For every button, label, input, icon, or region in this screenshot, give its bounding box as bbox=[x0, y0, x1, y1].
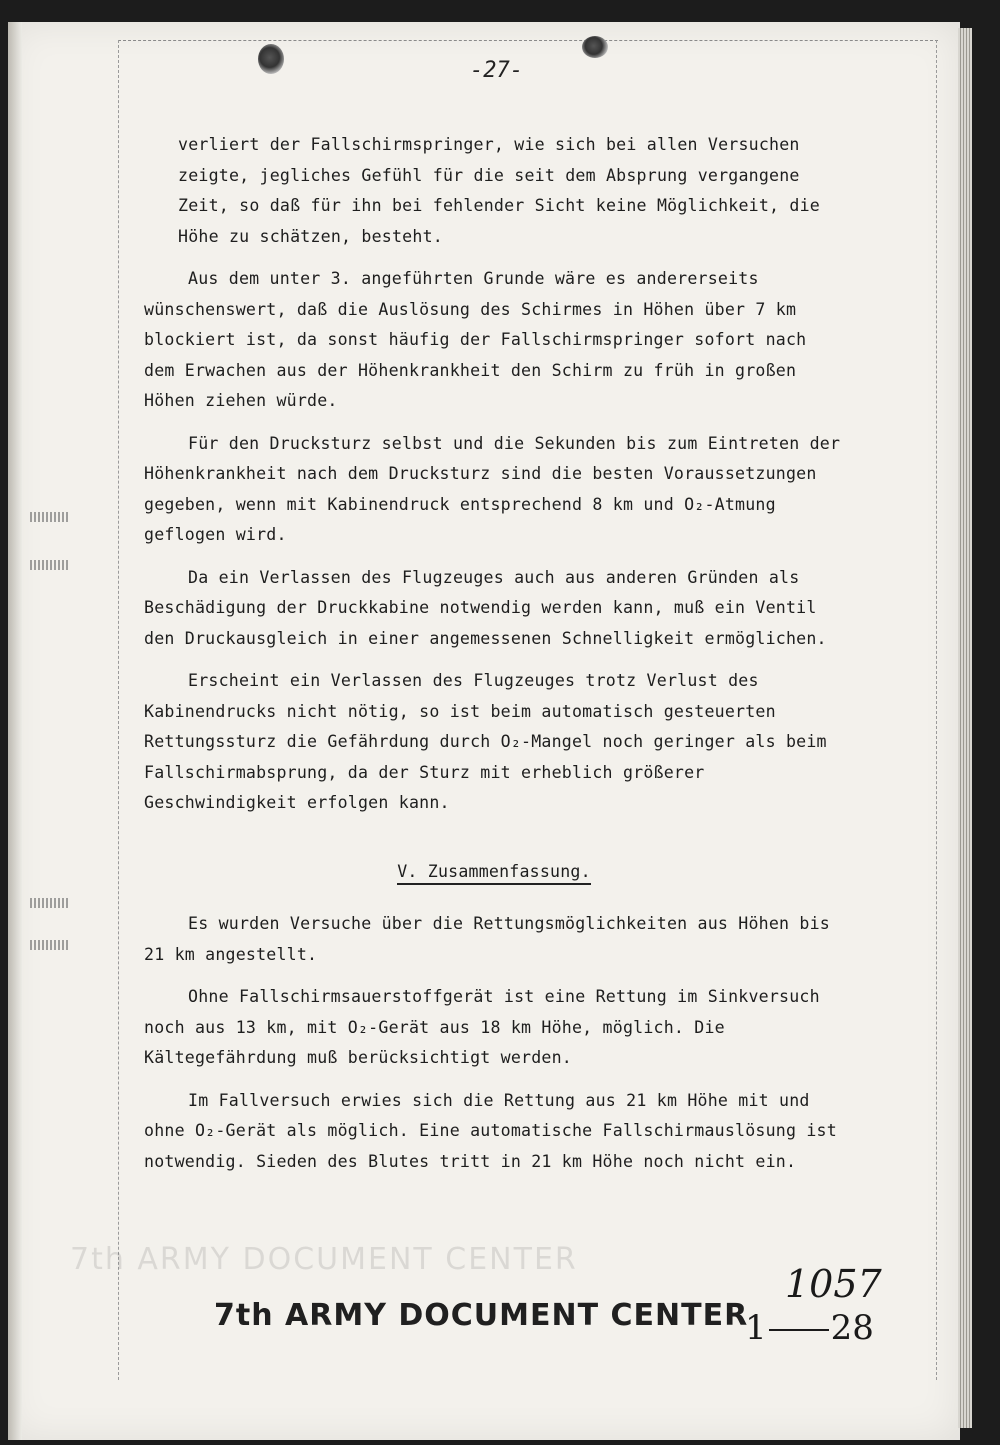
section-heading-text: V. Zusammenfassung. bbox=[397, 862, 591, 885]
document-body bbox=[144, 130, 844, 1189]
paragraph: Für den Drucksturz selbst und die Sekunden bis zum Eintreten der Höhenkrankheit nach dem Drucksturz sind die besten Voraussetzungen gegeben, wenn mit Kabinendruck entsprechend 8 km und O₂-Atmung geflogen wird. bbox=[144, 433, 841, 544]
copy-frame-top bbox=[118, 40, 938, 41]
paragraph: Erscheint ein Verlassen des Flugzeuges trotz Verlust des Kabinendrucks nicht nötig, so ist beim automatisch gesteuerten Rettungssturz die Gefährdung durch O₂-Mangel noch geringer als beim Fallschirmabsprung, da der Sturz mit erheblich größerer Geschwindigkeit erfolgen kann. bbox=[144, 671, 827, 812]
copy-frame-right bbox=[936, 40, 937, 1380]
margin-mark bbox=[30, 512, 70, 522]
strike-line bbox=[769, 1329, 829, 1331]
handwritten-page-ref-left: 1 bbox=[745, 1308, 767, 1348]
margin-mark bbox=[30, 940, 70, 950]
punch-hole-icon bbox=[258, 44, 284, 74]
handwritten-document-number: 1057 bbox=[785, 1262, 882, 1306]
binding-edge bbox=[8, 22, 22, 1440]
ghost-archive-stamp: 7th ARMY DOCUMENT CENTER bbox=[70, 1242, 578, 1277]
page-stack-edge bbox=[958, 28, 972, 1428]
paragraph: verliert der Fallschirmspringer, wie sich bei allen Versuchen zeigte, jegliches Gefühl für die seit dem Absprung vergangene Zeit, so daß für ihn bei fehlender Sicht keine Möglichkeit, die Höhe zu schätzen, besteht. bbox=[178, 135, 820, 246]
copy-frame-left bbox=[118, 40, 119, 1380]
summary-paragraph: Ohne Fallschirmsauerstoffgerät ist eine Rettung im Sinkversuch noch aus 13 km, mit O₂-Gerät aus 18 km Höhe, möglich. Die Kältegefährdung muß berücksichtigt werden. bbox=[144, 987, 820, 1067]
handwritten-page-ref bbox=[745, 1308, 874, 1348]
margin-mark bbox=[30, 898, 70, 908]
summary-paragraph: Im Fallversuch erwies sich die Rettung aus 21 km Höhe mit und ohne O₂-Gerät als möglich. Eine automatische Fallschirmauslösung ist notwendig. Sieden des Blutes tritt in 21 km Höhe noch nicht ein. bbox=[144, 1090, 837, 1171]
punch-hole-icon bbox=[582, 36, 608, 58]
handwritten-page-ref-right: 28 bbox=[830, 1308, 874, 1348]
summary-paragraph: Es wurden Versuche über die Rettungsmöglichkeiten aus Höhen bis 21 km angestellt. bbox=[144, 914, 830, 964]
paragraph: Da ein Verlassen des Flugzeuges auch aus anderen Gründen als Beschädigung der Druckkabine notwendig werden kann, muß ein Ventil den Druckausgleich in einer angemessenen Schnelligkeit ermöglichen. bbox=[144, 567, 827, 648]
margin-mark bbox=[30, 560, 70, 570]
section-heading bbox=[144, 857, 844, 888]
archive-stamp: 7th ARMY DOCUMENT CENTER bbox=[214, 1298, 749, 1333]
paragraph: Aus dem unter 3. angeführten Grunde wäre es andererseits wünschenswert, daß die Auslösung des Schirmes in Höhen über 7 km blockiert ist, da sonst häufig der Fallschirmspringer sofort nach dem Erwachen aus der Höhenkrankheit den Schirm zu früh in großen Höhen ziehen würde. bbox=[144, 269, 807, 410]
page-number: -27- bbox=[470, 58, 523, 83]
